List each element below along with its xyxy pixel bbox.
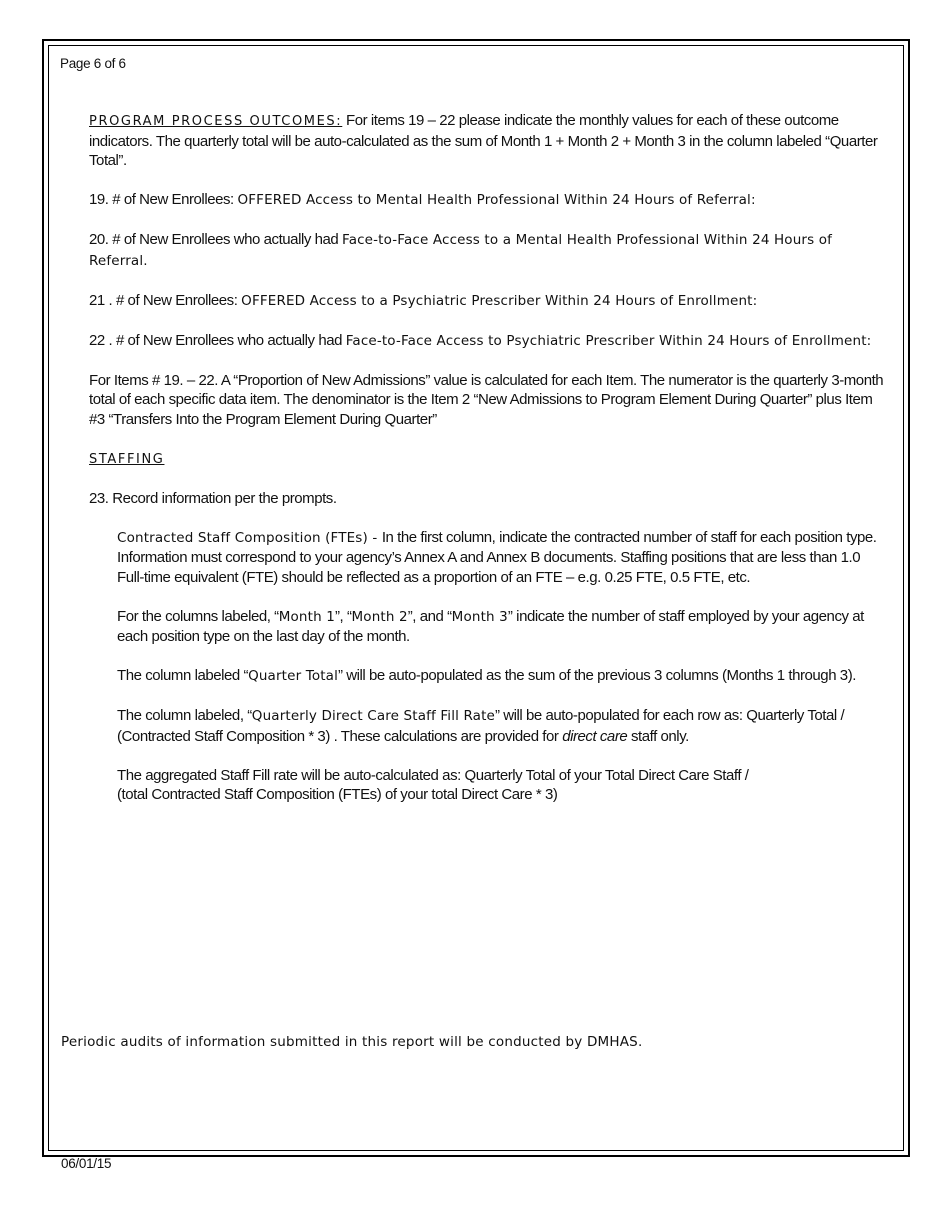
item-21-text: OFFERED Access to a Psychiatric Prescriber Within 24 Hours of Enrollment:	[241, 292, 758, 309]
item-23: 23. Record information per the prompts.	[89, 489, 337, 507]
quarter-total-paragraph	[117, 666, 889, 687]
months-text-d: ” indicate the number of staff employed by your agency at each position type on the last day of the month.	[117, 607, 864, 645]
direct-care-emphasis: direct care	[562, 727, 628, 745]
contracted-staff-term: Contracted Staff Composition (FTEs) -	[117, 529, 382, 546]
item-19	[89, 190, 889, 211]
contracted-staff-text: In the first column, indicate the contracted number of staff for each position type. Information must correspond to your agency’s Annex A and Annex B documents. Staffing positions that are less than 1.0 Full-time equivalent (FTE) should be reflected as a proportion of an FTE – e.g. 0.25 FTE, 0.5 FTE, etc.	[117, 528, 877, 586]
aggregated-line-1: The aggregated Staff Fill rate will be auto-calculated as: Quarterly Total of your Total Direct Care Staff /	[117, 766, 749, 784]
item-21-number: 21 .	[89, 291, 116, 309]
program-process-heading: PROGRAM PROCESS OUTCOMES:	[89, 114, 343, 129]
months-text-b: ”, “	[334, 607, 352, 625]
document-body	[89, 111, 889, 824]
item-19-text: OFFERED Access to Mental Health Professional Within 24 Hours of Referral:	[237, 192, 756, 208]
aggregated-paragraph	[117, 766, 889, 805]
quarter-total-text-b: ” will be auto-populated as the sum of the previous 3 columns (Months 1 through 3).	[338, 667, 856, 684]
program-process-paragraph	[89, 111, 889, 171]
item-19-number: 19.	[89, 191, 113, 208]
program-process-intro: For items 19 – 22 please indicate the monthly values for each of these outcome indicators. The quarterly total will be auto-calculated as the sum of Month 1 + Month 2 + Month 3 in the column labeled “Quarter Total”.	[89, 112, 878, 169]
item-20-lead: # of New Enrollees who actually had	[112, 231, 343, 248]
item-21-lead: # of New Enrollees:	[115, 291, 242, 309]
item-22	[89, 331, 889, 352]
fill-rate-text-c: staff only.	[627, 727, 689, 745]
months-text-a: For the columns labeled, “	[117, 607, 279, 625]
revision-date: 06/01/15	[61, 1156, 112, 1171]
fill-rate-term: Quarterly Direct Care Staff Fill Rate	[251, 708, 496, 724]
item-21	[89, 291, 889, 312]
contracted-staff-paragraph	[117, 528, 889, 588]
item-22-lead: # of New Enrollees who actually had	[115, 331, 346, 349]
item-22-text: Face-to-Face Access to Psychiatric Prescriber Within 24 Hours of Enrollment:	[345, 332, 872, 349]
aggregated-line-2: (total Contracted Staff Composition (FTEs) of your total Direct Care * 3)	[117, 786, 558, 803]
months-text-c: ”, and “	[407, 607, 452, 625]
months-paragraph	[117, 607, 889, 647]
quarter-total-term: Quarter Total	[248, 668, 339, 684]
item-22-number: 22 .	[89, 331, 116, 349]
fill-rate-text-b: ” will be auto-populated for each row as: Quarterly Total / (Contracted Staff Composition * 3) . These calculations are provided for	[117, 707, 845, 745]
item-19-lead: # of New Enrollees:	[112, 191, 238, 208]
page-number: Page 6 of 6	[60, 56, 126, 71]
quarter-total-text-a: The column labeled “	[117, 667, 249, 684]
item-20-number: 20.	[89, 231, 113, 248]
fill-rate-paragraph	[117, 706, 889, 746]
fill-rate-text-a: The column labeled, “	[117, 707, 252, 724]
proportion-note: For Items # 19. – 22. A “Proportion of New Admissions” value is calculated for each Item. The numerator is the quarterly 3-month total of each specific data item. The denominator is the Item 2 “New Admissions to Program Element During Quarter” plus Item #3 “Transfers Into the Program Element During Quarter”	[89, 371, 884, 428]
item-20	[89, 230, 889, 271]
month-2-term: Month 2	[351, 608, 408, 625]
month-3-term: Month 3	[451, 608, 508, 625]
month-1-term: Month 1	[278, 608, 335, 625]
audit-note: Periodic audits of information submitted in this report will be conducted by DMHAS.	[61, 1034, 643, 1050]
staffing-heading: STAFFING	[89, 451, 165, 467]
staffing-heading-line	[89, 449, 889, 470]
item-20-text: Face-to-Face Access to a Mental Health Professional Within 24 Hours of Referral.	[89, 232, 833, 269]
